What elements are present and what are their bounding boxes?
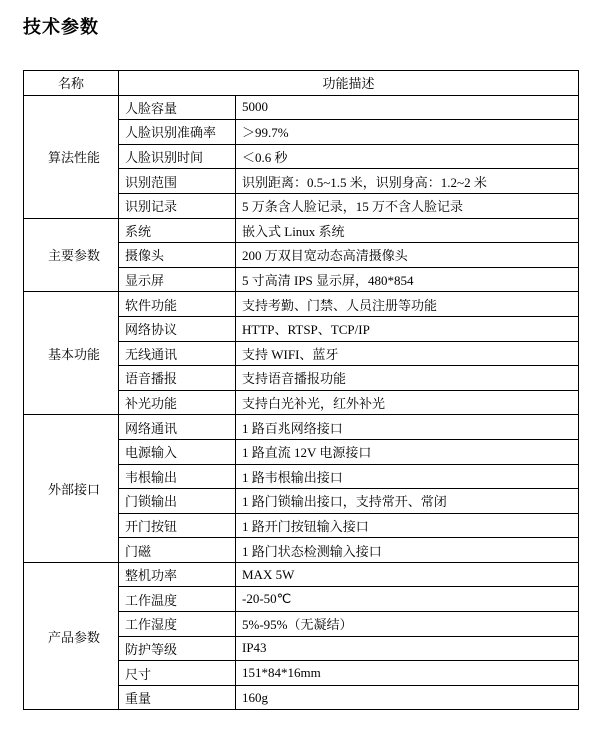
parameter-name-cell: 重量	[119, 685, 236, 710]
parameter-name-cell: 摄像头	[119, 243, 236, 268]
parameter-name-cell: 软件功能	[119, 292, 236, 317]
parameter-value-cell: 支持 WIFI、蓝牙	[236, 341, 579, 366]
parameter-value-cell: ＜0.6 秒	[236, 144, 579, 169]
parameter-name-cell: 人脸容量	[119, 95, 236, 120]
page-title: 技术参数	[23, 17, 99, 38]
category-cell: 主要参数	[24, 218, 119, 292]
parameter-name-cell: 开门按钮	[119, 513, 236, 538]
category-cell: 算法性能	[24, 95, 119, 218]
category-cell: 外部接口	[24, 415, 119, 563]
header-name: 名称	[24, 71, 119, 96]
parameter-name-cell: 电源输入	[119, 439, 236, 464]
parameter-name-cell: 整机功率	[119, 562, 236, 587]
table-row	[24, 562, 579, 587]
parameter-name-cell: 无线通讯	[119, 341, 236, 366]
spec-table	[23, 70, 579, 710]
table-row	[24, 218, 579, 243]
parameter-name-cell: 人脸识别准确率	[119, 120, 236, 145]
parameter-value-cell: 1 路门状态检测输入接口	[236, 538, 579, 563]
table-row	[24, 95, 579, 120]
parameter-value-cell: 160g	[236, 685, 579, 710]
parameter-value-cell: 1 路韦根输出接口	[236, 464, 579, 489]
parameter-value-cell: -20-50℃	[236, 587, 579, 612]
parameter-value-cell: IP43	[236, 636, 579, 661]
spec-table-body	[24, 95, 579, 710]
parameter-value-cell: 151*84*16mm	[236, 661, 579, 686]
parameter-name-cell: 人脸识别时间	[119, 144, 236, 169]
parameter-value-cell: 1 路门锁输出接口，支持常开、常闭	[236, 489, 579, 514]
parameter-value-cell: MAX 5W	[236, 562, 579, 587]
parameter-name-cell: 识别记录	[119, 193, 236, 218]
parameter-value-cell: 支持白光补光，红外补光	[236, 390, 579, 415]
parameter-value-cell: ＞99.7%	[236, 120, 579, 145]
parameter-value-cell: 200 万双目宽动态高清摄像头	[236, 243, 579, 268]
parameter-value-cell: 1 路百兆网络接口	[236, 415, 579, 440]
parameter-name-cell: 识别范围	[119, 169, 236, 194]
parameter-name-cell: 防护等级	[119, 636, 236, 661]
parameter-name-cell: 系统	[119, 218, 236, 243]
category-cell: 产品参数	[24, 562, 119, 710]
parameter-value-cell: 5000	[236, 95, 579, 120]
table-row	[24, 292, 579, 317]
parameter-name-cell: 补光功能	[119, 390, 236, 415]
parameter-value-cell: 识别距离：0.5~1.5 米，识别身高：1.2~2 米	[236, 169, 579, 194]
parameter-value-cell: 支持考勤、门禁、人员注册等功能	[236, 292, 579, 317]
parameter-value-cell: 5%-95%（无凝结）	[236, 612, 579, 637]
parameter-name-cell: 网络通讯	[119, 415, 236, 440]
parameter-value-cell: 嵌入式 Linux 系统	[236, 218, 579, 243]
parameter-value-cell: 1 路直流 12V 电源接口	[236, 439, 579, 464]
parameter-name-cell: 工作湿度	[119, 612, 236, 637]
parameter-value-cell: 5 万条含人脸记录，15 万不含人脸记录	[236, 193, 579, 218]
parameter-name-cell: 韦根输出	[119, 464, 236, 489]
parameter-value-cell: HTTP、RTSP、TCP/IP	[236, 316, 579, 341]
parameter-value-cell: 5 寸高清 IPS 显示屏，480*854	[236, 267, 579, 292]
parameter-name-cell: 工作温度	[119, 587, 236, 612]
parameter-value-cell: 支持语音播报功能	[236, 366, 579, 391]
parameter-name-cell: 显示屏	[119, 267, 236, 292]
parameter-value-cell: 1 路开门按钮输入接口	[236, 513, 579, 538]
parameter-name-cell: 门锁输出	[119, 489, 236, 514]
parameter-name-cell: 网络协议	[119, 316, 236, 341]
parameter-name-cell: 门磁	[119, 538, 236, 563]
table-row	[24, 415, 579, 440]
parameter-name-cell: 尺寸	[119, 661, 236, 686]
parameter-name-cell: 语音播报	[119, 366, 236, 391]
category-cell: 基本功能	[24, 292, 119, 415]
header-description: 功能描述	[119, 71, 579, 96]
table-header-row	[24, 71, 579, 96]
